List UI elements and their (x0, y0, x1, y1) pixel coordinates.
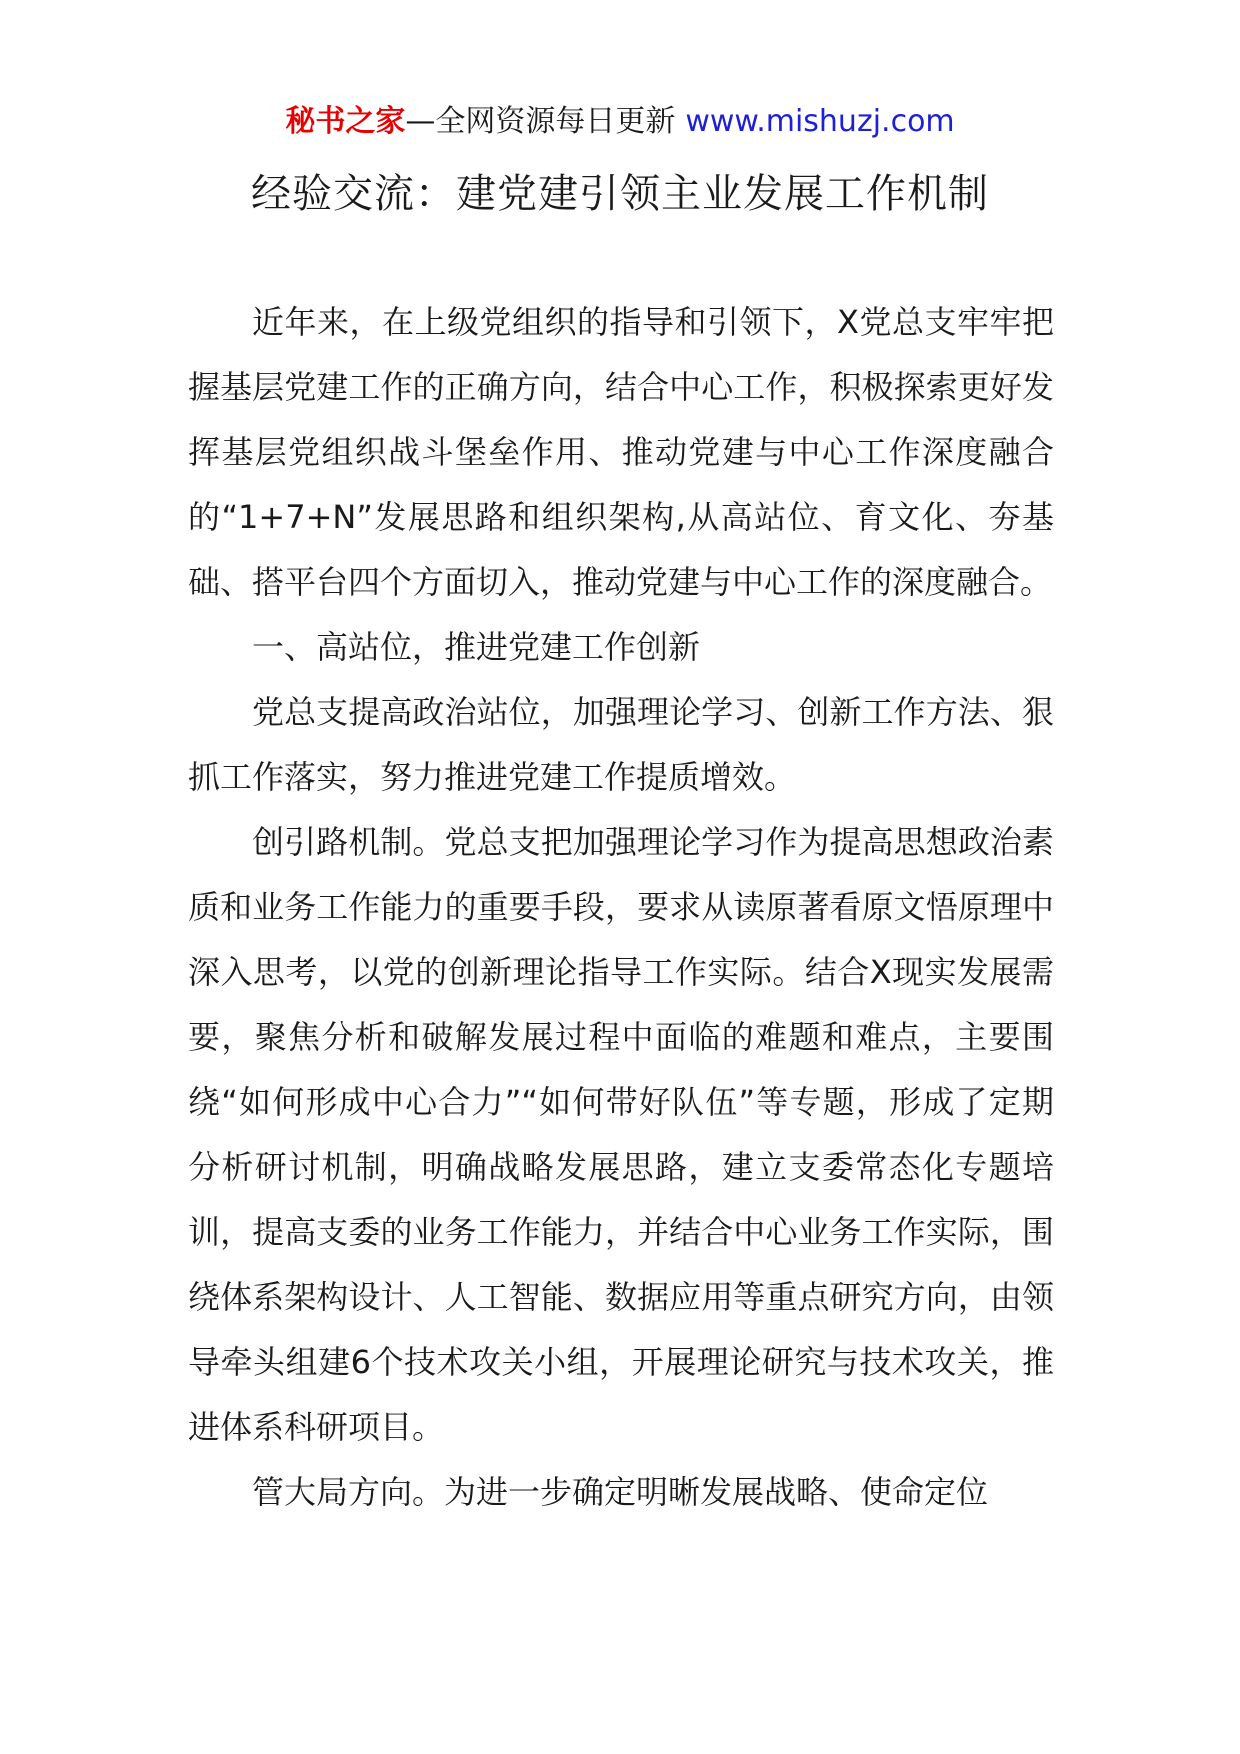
paragraph-section-1-intro: 党总支提高政治站位，加强理论学习、创新工作方法、狠抓工作落实，努力推进党建工作提质增效。 (188, 693, 1054, 796)
paragraph-intro: 近年来，在上级党组织的指导和引领下，X党总支牢牢把握基层党建工作的正确方向，结合中心工作，积极探索更好发挥基层党组织战斗堡垒作用、推动党建与中心工作深度融合的“1+7+N”发展思路和组织架构,从高站位、育文化、夯基础、搭平台四个方面切入，推动党建与中心工作的深度融合。 (188, 303, 1054, 601)
site-header (0, 102, 1240, 142)
paragraph-guiding-mechanism: 创引路机制。党总支把加强理论学习作为提高思想政治素质和业务工作能力的重要手段，要求从读原著看原文悟原理中深入思考，以党的创新理论指导工作实际。结合X现实发展需要，聚焦分析和破解发展过程中面临的难题和难点，主要围绕“如何形成中心合力”“如何带好队伍”等专题，形成了定期分析研讨机制，明确战略发展思路，建立支委常态化专题培训，提高支委的业务工作能力，并结合中心业务工作实际，围绕体系架构设计、人工智能、数据应用等重点研究方向，由领导牵头组建6个技术攻关小组，开展理论研究与技术攻关，推进体系科研项目。 (188, 823, 1054, 1446)
section-heading-1: 一、高站位，推进党建工作创新 (252, 628, 701, 666)
document-title: 经验交流：建党建引领主业发展工作机制 (251, 171, 989, 217)
site-url-link[interactable]: www.mishuzj.com (685, 104, 955, 139)
site-tagline: —全网资源每日更新 (405, 104, 676, 139)
paragraph-overall-direction: 管大局方向。为进一步确定明晰发展战略、使命定位 (252, 1473, 989, 1511)
document-body (188, 290, 1054, 1525)
site-brand: 秘书之家 (285, 104, 406, 139)
